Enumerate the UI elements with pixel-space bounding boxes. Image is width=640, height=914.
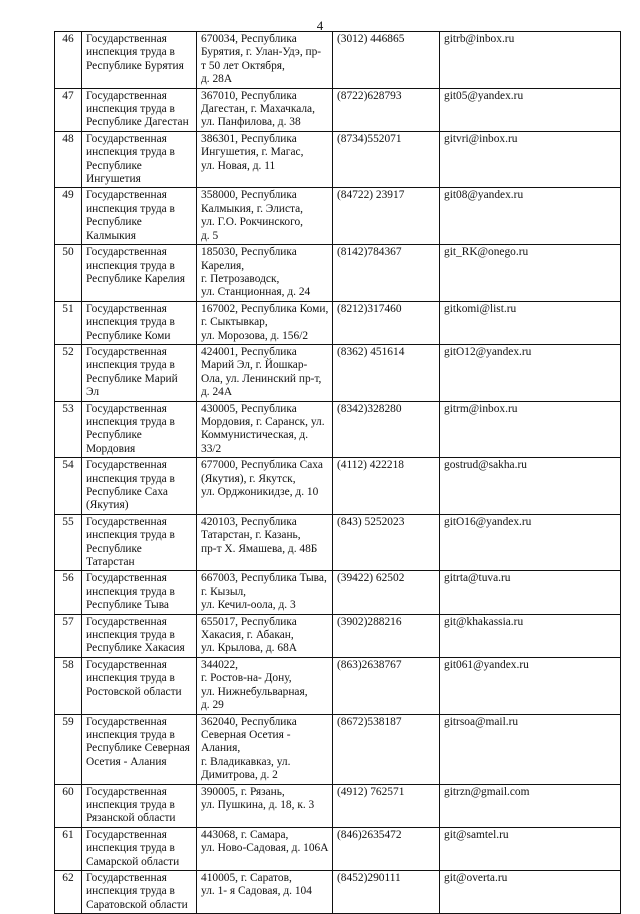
inspection-address: 367010, Республика Дагестан, г. Махачкала, ул. Панфилова, д. 38 <box>197 88 333 131</box>
row-number: 60 <box>55 784 82 827</box>
inspection-address: 362040, Республика Северная Осетия - Алания, г. Владикавказ, ул. Димитрова, д. 2 <box>197 714 333 784</box>
inspection-name: Государственная инспекция труда в Республике Саха (Якутия) <box>82 458 197 515</box>
inspection-email: gitrzn@gmail.com <box>440 784 621 827</box>
inspection-address: 390005, г. Рязань, ул. Пушкина, д. 18, к. 3 <box>197 784 333 827</box>
inspection-phone: (8672)538187 <box>333 714 440 784</box>
table-row <box>55 301 621 344</box>
inspection-address: 424001, Республика Марий Эл, г. Йошкар- Ола, ул. Ленинский пр-т, д. 24А <box>197 344 333 401</box>
inspection-address: 420103, Республика Татарстан, г. Казань, пр-т Х. Ямашева, д. 48Б <box>197 514 333 571</box>
inspection-email: gitkomi@list.ru <box>440 301 621 344</box>
row-number: 62 <box>55 870 82 913</box>
row-number: 49 <box>55 188 82 245</box>
row-number: 50 <box>55 245 82 302</box>
inspection-name: Государственная инспекция труда в Республике Северная Осетия - Алания <box>82 714 197 784</box>
inspection-phone: (39422) 62502 <box>333 571 440 614</box>
inspection-email: gitrta@tuva.ru <box>440 571 621 614</box>
inspection-phone: (843) 5252023 <box>333 514 440 571</box>
inspection-address: 667003, Республика Тыва, г. Кызыл, ул. Кечил-оола, д. 3 <box>197 571 333 614</box>
table-row <box>55 32 621 89</box>
inspection-name: Государственная инспекция труда в Самарской области <box>82 827 197 870</box>
inspection-email: gitvri@inbox.ru <box>440 131 621 188</box>
row-number: 56 <box>55 571 82 614</box>
inspection-phone: (8212)317460 <box>333 301 440 344</box>
inspection-email: gitO16@yandex.ru <box>440 514 621 571</box>
table-row <box>55 458 621 515</box>
table-row <box>55 344 621 401</box>
inspection-address: 430005, Республика Мордовия, г. Саранск, ул. Коммунистическая, д. 33/2 <box>197 401 333 458</box>
inspection-name: Государственная инспекция труда в Республике Марий Эл <box>82 344 197 401</box>
inspection-email: git_RK@onego.ru <box>440 245 621 302</box>
inspection-name: Государственная инспекция труда в Республике Тыва <box>82 571 197 614</box>
inspection-phone: (3902)288216 <box>333 614 440 657</box>
table-row <box>55 657 621 714</box>
inspection-phone: (8734)552071 <box>333 131 440 188</box>
table-row <box>55 401 621 458</box>
inspection-name: Государственная инспекция труда в Республике Ингушетия <box>82 131 197 188</box>
inspection-address: 443068, г. Самара, ул. Ново-Садовая, д. 106А <box>197 827 333 870</box>
inspection-name: Государственная инспекция труда в Республике Татарстан <box>82 514 197 571</box>
inspection-email: git@samtel.ru <box>440 827 621 870</box>
inspection-address: 185030, Республика Карелия, г. Петрозаводск, ул. Станционная, д. 24 <box>197 245 333 302</box>
row-number: 53 <box>55 401 82 458</box>
inspection-phone: (84722) 23917 <box>333 188 440 245</box>
table-row <box>55 245 621 302</box>
inspection-address: 410005, г. Саратов, ул. 1- я Садовая, д. 104 <box>197 870 333 913</box>
inspection-phone: (4912) 762571 <box>333 784 440 827</box>
inspection-phone: (8362) 451614 <box>333 344 440 401</box>
inspection-email: gostrud@sakha.ru <box>440 458 621 515</box>
page-number: 4 <box>316 18 324 33</box>
table-body <box>55 32 621 914</box>
row-number: 46 <box>55 32 82 89</box>
inspection-name: Государственная инспекция труда в Республике Калмыкия <box>82 188 197 245</box>
inspection-name: Государственная инспекция труда в Республике Коми <box>82 301 197 344</box>
table-row <box>55 571 621 614</box>
row-number: 52 <box>55 344 82 401</box>
inspections-table <box>54 31 621 914</box>
inspection-email: git@overta.ru <box>440 870 621 913</box>
inspection-email: git@khakassia.ru <box>440 614 621 657</box>
inspection-email: gitrb@inbox.ru <box>440 32 621 89</box>
inspection-address: 677000, Республика Саха (Якутия), г. Якутск, ул. Орджоникидзе, д. 10 <box>197 458 333 515</box>
inspection-address: 386301, Республика Ингушетия, г. Магас, ул. Новая, д. 11 <box>197 131 333 188</box>
inspection-phone: (8142)784367 <box>333 245 440 302</box>
table-row <box>55 827 621 870</box>
inspection-email: git05@yandex.ru <box>440 88 621 131</box>
inspection-phone: (863)2638767 <box>333 657 440 714</box>
row-number: 48 <box>55 131 82 188</box>
table-row <box>55 131 621 188</box>
row-number: 57 <box>55 614 82 657</box>
row-number: 58 <box>55 657 82 714</box>
inspection-name: Государственная инспекция труда в Республике Дагестан <box>82 88 197 131</box>
inspection-name: Государственная инспекция труда в Республике Мордовия <box>82 401 197 458</box>
inspection-email: git08@yandex.ru <box>440 188 621 245</box>
row-number: 51 <box>55 301 82 344</box>
inspection-phone: (8722)628793 <box>333 88 440 131</box>
row-number: 55 <box>55 514 82 571</box>
row-number: 47 <box>55 88 82 131</box>
row-number: 61 <box>55 827 82 870</box>
table-row <box>55 614 621 657</box>
inspection-name: Государственная инспекция труда в Республике Хакасия <box>82 614 197 657</box>
table-row <box>55 514 621 571</box>
inspection-phone: (3012) 446865 <box>333 32 440 89</box>
inspection-address: 344022, г. Ростов-на- Дону, ул. Нижнебульварная, д. 29 <box>197 657 333 714</box>
inspection-address: 358000, Республика Калмыкия, г. Элиста, ул. Г.О. Рокчинского, д. 5 <box>197 188 333 245</box>
table-row <box>55 784 621 827</box>
table-row <box>55 714 621 784</box>
table-row <box>55 188 621 245</box>
inspection-email: git061@yandex.ru <box>440 657 621 714</box>
inspection-name: Государственная инспекция труда в Ростовской области <box>82 657 197 714</box>
row-number: 59 <box>55 714 82 784</box>
row-number: 54 <box>55 458 82 515</box>
inspection-name: Государственная инспекция труда в Саратовской области <box>82 870 197 913</box>
inspection-phone: (846)2635472 <box>333 827 440 870</box>
inspection-name: Государственная инспекция труда в Рязанской области <box>82 784 197 827</box>
inspection-email: gitrsoa@mail.ru <box>440 714 621 784</box>
inspection-phone: (4112) 422218 <box>333 458 440 515</box>
table-row <box>55 870 621 913</box>
inspection-address: 670034, Республика Бурятия, г. Улан-Удэ, пр- т 50 лет Октября, д. 28А <box>197 32 333 89</box>
inspection-email: gitO12@yandex.ru <box>440 344 621 401</box>
inspection-address: 655017, Республика Хакасия, г. Абакан, ул. Крылова, д. 68А <box>197 614 333 657</box>
inspection-name: Государственная инспекция труда в Республике Карелия <box>82 245 197 302</box>
inspection-name: Государственная инспекция труда в Республике Бурятия <box>82 32 197 89</box>
inspection-email: gitrm@inbox.ru <box>440 401 621 458</box>
inspection-phone: (8452)290111 <box>333 870 440 913</box>
table-row <box>55 88 621 131</box>
inspection-address: 167002, Республика Коми, г. Сыктывкар, ул. Морозова, д. 156/2 <box>197 301 333 344</box>
inspection-phone: (8342)328280 <box>333 401 440 458</box>
